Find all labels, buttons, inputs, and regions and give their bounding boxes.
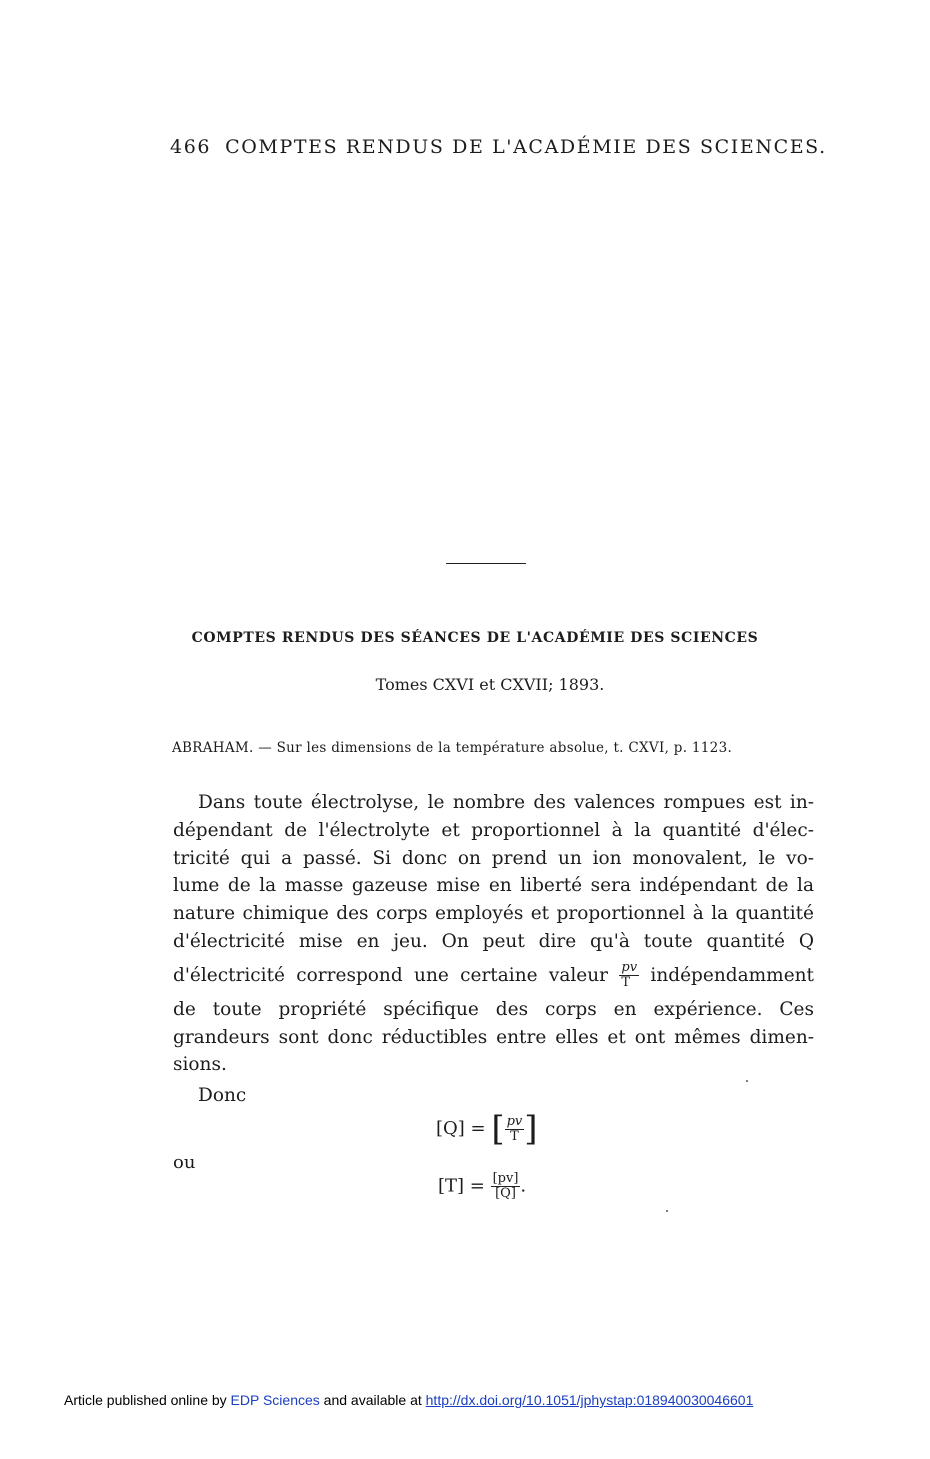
- page-number: 466: [170, 136, 212, 158]
- section-title: COMPTES RENDUS DES SÉANCES DE L'ACADÉMIE DES SCIENCES: [191, 630, 759, 646]
- equation-fraction: [491, 1172, 521, 1201]
- footer-prefix: Article published online by: [64, 1392, 227, 1408]
- equation-1: [436, 1109, 538, 1149]
- inline-fraction: [619, 961, 639, 990]
- publisher-link[interactable]: EDP Sciences: [230, 1392, 320, 1408]
- fraction-numerator: [pv]: [492, 1171, 519, 1186]
- equation-lhs: [T] =: [438, 1175, 485, 1197]
- paragraph-line: de toute propriété spécifique des corps en expérience. Ces: [173, 998, 814, 1020]
- running-header: [170, 136, 827, 158]
- line-text-after: indépendamment: [650, 964, 814, 986]
- left-bracket: [: [491, 1109, 505, 1149]
- footer: [64, 1392, 884, 1408]
- fraction-denominator: T: [510, 1128, 519, 1144]
- ou-word: ou: [173, 1152, 196, 1173]
- section-subtitle: Tomes CXVI et CXVII; 1893.: [375, 675, 605, 694]
- doi-link[interactable]: http://dx.doi.org/10.1051/jphystap:018940030046601: [425, 1392, 754, 1408]
- equation-lhs: [Q] =: [436, 1118, 486, 1139]
- section-divider: [446, 563, 526, 564]
- right-bracket: ]: [524, 1109, 538, 1149]
- paragraph-line: lume de la masse gazeuse mise en liberté sera indépendant de la: [173, 875, 814, 897]
- equation-fraction: [505, 1115, 525, 1144]
- scan-speck: [666, 1210, 668, 1212]
- fraction-numerator: pv: [621, 960, 638, 976]
- paragraph-line: Dans toute électrolyse, le nombre des valences rompues est in-: [198, 792, 814, 813]
- scan-speck: [746, 1080, 748, 1082]
- equation-end: .: [520, 1175, 527, 1197]
- paragraph-line: dépendant de l'électrolyte et proportionnel à la quantité d'élec-: [173, 819, 814, 841]
- footer-middle: and available at: [323, 1392, 422, 1408]
- paragraph-line: nature chimique des corps employés et proportionnel à la quantité: [173, 903, 814, 925]
- fraction-denominator: [Q]: [495, 1186, 516, 1201]
- paragraph-line: grandeurs sont donc réductibles entre elles et ont mêmes dimen-: [173, 1026, 814, 1048]
- paragraph-line: d'électricité mise en jeu. On peut dire qu'à toute quantité Q: [173, 930, 814, 952]
- equation-2: [438, 1172, 526, 1201]
- fraction-numerator: pv: [506, 1113, 523, 1129]
- paragraph-line: tricité qui a passé. Si donc on prend un ion monovalent, le vo-: [173, 847, 814, 869]
- article-reference: ABRAHAM. — Sur les dimensions de la température absolue, t. CXVI, p. 1123.: [172, 740, 733, 756]
- donc-word: Donc: [198, 1085, 247, 1106]
- line-text-before: d'électricité correspond une certaine valeur: [173, 964, 609, 986]
- paragraph-line-with-fraction: [173, 956, 814, 996]
- running-title: COMPTES RENDUS DE L'ACADÉMIE DES SCIENCES.: [225, 136, 827, 158]
- fraction-denominator: T: [621, 975, 631, 991]
- paragraph-line: sions.: [173, 1054, 227, 1076]
- article-paragraph: [173, 789, 814, 1079]
